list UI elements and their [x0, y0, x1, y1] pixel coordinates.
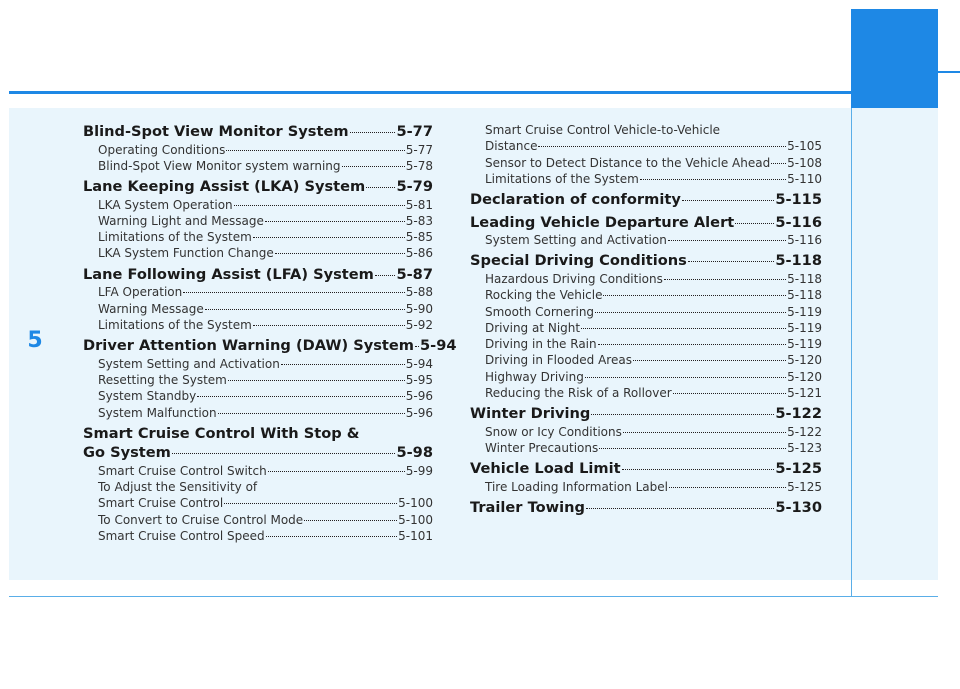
dot-leader [172, 453, 396, 454]
toc-entry-title: Declaration of conformity [470, 191, 681, 209]
toc-entry [470, 404, 822, 424]
toc-entry [470, 287, 822, 303]
toc-entry-title: Snow or Icy Conditions [485, 424, 622, 439]
dot-leader [598, 344, 787, 345]
dot-leader [224, 503, 397, 504]
toc-entry [470, 352, 822, 368]
toc-section[interactable] [83, 177, 433, 197]
dot-leader [595, 312, 786, 313]
toc-subsection[interactable] [470, 336, 822, 352]
toc-subsection[interactable] [83, 142, 433, 158]
toc-subsection[interactable] [470, 424, 822, 440]
toc-page-number: 5-119 [787, 320, 822, 335]
toc-page-number: 5-90 [405, 301, 433, 316]
toc-subsection[interactable] [83, 528, 433, 544]
dot-leader [633, 360, 786, 361]
toc-entry-title: LFA Operation [98, 285, 183, 300]
toc-subsection[interactable] [470, 232, 822, 248]
header-rule-right [938, 71, 960, 73]
toc-entry-title: Driver Attention Warning (DAW) System [83, 337, 415, 355]
toc-page-number: 5-87 [396, 265, 433, 283]
toc-entry-title: Warning Light and Message [98, 213, 264, 228]
toc-entry-title: System Standby [98, 389, 197, 404]
toc-page-number: 5-95 [405, 372, 433, 387]
toc-subsection[interactable] [470, 304, 822, 320]
dot-leader [226, 150, 404, 151]
toc-entry-title: Go System [83, 444, 171, 462]
dot-leader [375, 275, 396, 276]
footer-rule [9, 596, 938, 597]
toc-page-number: 5-116 [775, 213, 822, 231]
toc-entry [83, 229, 433, 245]
toc-entry-title-line: To Adjust the Sensitivity of [98, 480, 258, 495]
dot-leader [585, 377, 786, 378]
toc-entry-title: Special Driving Conditions [470, 252, 687, 270]
toc-entry-title: Highway Driving [485, 369, 584, 384]
toc-page-number: 5-120 [787, 353, 822, 368]
side-divider [851, 108, 852, 596]
header-rule [9, 91, 851, 94]
toc-page-number: 5-118 [787, 288, 822, 303]
toc-entry [83, 528, 433, 544]
toc-entry-title: Driving in Flooded Areas [485, 353, 632, 368]
toc-page-number: 5-115 [775, 191, 822, 209]
toc-entry-title: LKA System Operation [98, 197, 233, 212]
toc-entry-title: Vehicle Load Limit [470, 460, 621, 478]
toc-entry-title: Blind-Spot View Monitor System [83, 123, 349, 140]
toc-page-number: 5-100 [398, 496, 433, 511]
toc-entry-title: Lane Following Assist (LFA) System [83, 265, 374, 283]
toc-entry-title: Resetting the System [98, 372, 227, 387]
chapter-number: 5 [27, 328, 43, 353]
dot-leader [268, 471, 405, 472]
toc-subsection[interactable] [470, 352, 822, 368]
toc-entry [83, 213, 433, 229]
dot-leader [688, 261, 774, 262]
toc-entry [83, 177, 433, 197]
toc-section[interactable] [470, 190, 822, 210]
toc-page-number: 5-86 [405, 246, 433, 261]
toc-left-column [83, 122, 457, 544]
toc-page-number: 5-110 [787, 171, 822, 186]
dot-leader [253, 237, 405, 238]
toc-subsection[interactable] [83, 197, 433, 213]
toc-subsection[interactable] [470, 287, 822, 303]
toc-entry-title: Smart Cruise Control [98, 496, 224, 511]
dot-leader [183, 292, 405, 293]
toc-entry-title: System Setting and Activation [98, 356, 280, 371]
chapter-tab [851, 9, 938, 108]
toc-page-number: 5-92 [405, 317, 433, 332]
toc-section[interactable] [83, 265, 433, 285]
toc-page-number: 5-119 [787, 337, 822, 352]
toc-entry-title: Operating Conditions [98, 142, 226, 157]
toc-entry [83, 284, 433, 300]
toc-page-number: 5-121 [787, 386, 822, 401]
toc-entry [470, 336, 822, 352]
toc-entry [470, 271, 822, 287]
dot-leader [581, 328, 786, 329]
toc-page-number: 5-88 [405, 285, 433, 300]
toc-subsection[interactable] [470, 155, 822, 171]
toc-subsection[interactable] [83, 512, 433, 528]
toc-section[interactable] [470, 213, 822, 233]
toc-entry-title: Trailer Towing [470, 499, 585, 517]
toc-subsection[interactable] [83, 405, 433, 421]
toc-page-number: 5-125 [775, 460, 822, 478]
dot-leader [415, 346, 419, 347]
toc-entry-title: Hazardous Driving Conditions [485, 271, 663, 286]
toc-subsection[interactable] [83, 317, 433, 333]
toc-page-number: 5-101 [398, 529, 433, 544]
toc-subsection[interactable] [83, 158, 433, 174]
toc-section[interactable] [83, 122, 433, 142]
dot-leader [366, 187, 395, 188]
toc-page-number: 5-77 [405, 142, 433, 157]
toc-entry-title: Limitations of the System [485, 171, 639, 186]
dot-leader [586, 508, 774, 509]
toc-page-number: 5-94 [420, 337, 457, 355]
toc-entry [83, 388, 433, 404]
dot-leader [640, 179, 786, 180]
toc-entry [470, 498, 822, 518]
toc-subsection[interactable] [470, 440, 822, 456]
toc-entry [470, 369, 822, 385]
toc-entry-title: Smooth Cornering [485, 304, 595, 319]
toc-entry-title: Rocking the Vehicle [485, 288, 603, 303]
toc-entry [83, 317, 433, 333]
toc-page-number: 5-98 [396, 444, 433, 462]
toc-page-number: 5-96 [405, 389, 433, 404]
dot-leader [228, 380, 405, 381]
toc-page-number: 5-105 [787, 139, 822, 154]
toc-entry-title: Driving in the Rain [485, 337, 597, 352]
dot-leader [265, 221, 405, 222]
toc-entry [83, 122, 433, 142]
toc-page-number: 5-79 [396, 178, 433, 196]
toc-entry [83, 197, 433, 213]
dot-leader [673, 393, 786, 394]
toc-page-number: 5-122 [775, 405, 822, 423]
dot-leader [266, 536, 398, 537]
toc-page-number: 5-118 [775, 252, 822, 270]
toc-entry [470, 459, 822, 479]
toc-page-number: 5-85 [405, 230, 433, 245]
dot-leader [622, 469, 775, 470]
toc-subsection[interactable] [83, 372, 433, 388]
toc-entry [83, 301, 433, 317]
toc-entry [470, 304, 822, 320]
toc-entry [83, 443, 433, 463]
toc-entry-title: Reducing the Risk of a Rollover [485, 386, 672, 401]
toc-entry [470, 171, 822, 187]
toc-subsection[interactable] [83, 356, 433, 372]
toc-page-number: 5-77 [396, 123, 433, 140]
toc-subsection[interactable] [83, 388, 433, 404]
toc-entry [83, 356, 433, 372]
toc-entry [83, 372, 433, 388]
dot-leader [669, 487, 786, 488]
dot-leader [218, 413, 405, 414]
dot-leader [342, 166, 405, 167]
toc-entry-title: Lane Keeping Assist (LKA) System [83, 178, 366, 196]
dot-leader [771, 163, 786, 164]
toc-entry [470, 190, 822, 210]
toc-subsection[interactable] [470, 385, 822, 401]
toc-page-number: 5-130 [775, 499, 822, 517]
toc-entry-title: Leading Vehicle Departure Alert [470, 213, 735, 231]
toc-entry-title: Blind-Spot View Monitor system warning [98, 158, 341, 173]
toc-entry-title: Driving at Night [485, 320, 581, 335]
dot-leader [682, 200, 774, 201]
dot-leader [538, 146, 786, 147]
toc-entry-title: Smart Cruise Control Switch [98, 463, 267, 478]
toc-entry-title: Tire Loading Information Label [485, 479, 668, 494]
toc-entry [83, 245, 433, 261]
toc-page-number: 5-96 [405, 405, 433, 420]
toc-entry-title: Winter Driving [470, 405, 591, 423]
dot-leader [599, 448, 786, 449]
toc-entry [83, 142, 433, 158]
toc-page-number: 5-78 [405, 158, 433, 173]
toc-entry [470, 424, 822, 440]
dot-leader [664, 279, 786, 280]
toc-entry [83, 463, 433, 479]
toc-entry [470, 385, 822, 401]
toc-entry-title: To Convert to Cruise Control Mode [98, 512, 304, 527]
toc-entry [470, 251, 822, 271]
toc-entry-title: Limitations of the System [98, 317, 252, 332]
toc-page-number: 5-119 [787, 304, 822, 319]
toc-entry-title: LKA System Function Change [98, 246, 274, 261]
toc-right-column [470, 122, 822, 518]
dot-leader [668, 240, 786, 241]
dot-leader [591, 414, 774, 415]
toc-entry-title: Winter Precautions [485, 441, 599, 456]
dot-leader [197, 396, 405, 397]
toc-subsection[interactable] [83, 213, 433, 229]
toc-section[interactable] [83, 424, 433, 463]
toc-subsection[interactable] [470, 171, 822, 187]
toc-subsection[interactable] [83, 479, 433, 512]
toc-entry-title: Smart Cruise Control Speed [98, 529, 265, 544]
toc-entry-title-line: Smart Cruise Control Vehicle-to-Vehicle [485, 123, 721, 137]
dot-leader [281, 364, 405, 365]
toc-subsection[interactable] [470, 122, 822, 155]
dot-leader [253, 325, 405, 326]
dot-leader [623, 432, 786, 433]
toc-entry [83, 336, 457, 356]
toc-subsection[interactable] [83, 284, 433, 300]
toc-page-number: 5-81 [405, 197, 433, 212]
toc-page-number: 5-108 [787, 155, 822, 170]
toc-entry-title: System Setting and Activation [485, 233, 667, 248]
toc-entry [83, 158, 433, 174]
toc-subsection[interactable] [470, 369, 822, 385]
toc-entry [470, 155, 822, 171]
dot-leader [205, 309, 405, 310]
toc-entry [83, 495, 433, 511]
toc-page-number: 5-120 [787, 369, 822, 384]
toc-subsection[interactable] [83, 463, 433, 479]
toc-page-number: 5-122 [787, 424, 822, 439]
dot-leader [350, 132, 396, 133]
toc-entry [470, 213, 822, 233]
dot-leader [735, 223, 774, 224]
toc-entry [470, 320, 822, 336]
toc-entry-title: System Malfunction [98, 405, 217, 420]
toc-entry-title: Distance [485, 139, 538, 154]
toc-section[interactable] [470, 251, 822, 271]
toc-entry [83, 512, 433, 528]
toc-entry-title: Limitations of the System [98, 230, 252, 245]
dot-leader [275, 253, 405, 254]
toc-page-number: 5-83 [405, 213, 433, 228]
toc-section[interactable] [470, 498, 822, 518]
toc-page-number: 5-100 [398, 512, 433, 527]
toc-page-number: 5-123 [787, 441, 822, 456]
toc-page-number: 5-99 [405, 463, 433, 478]
toc-subsection[interactable] [470, 320, 822, 336]
toc-subsection[interactable] [83, 245, 433, 261]
dot-leader [234, 205, 405, 206]
toc-section[interactable] [470, 459, 822, 479]
toc-entry-title-line: Smart Cruise Control With Stop & [83, 424, 360, 442]
toc-entry [83, 265, 433, 285]
toc-entry [470, 440, 822, 456]
toc-entry [470, 232, 822, 248]
toc-section[interactable] [83, 336, 457, 356]
toc-page-number: 5-94 [405, 356, 433, 371]
toc-page-number: 5-116 [787, 233, 822, 248]
toc-page-number: 5-118 [787, 271, 822, 286]
toc-subsection[interactable] [470, 271, 822, 287]
toc-subsection[interactable] [83, 301, 433, 317]
toc-subsection[interactable] [470, 479, 822, 495]
toc-entry-title: Sensor to Detect Distance to the Vehicle Ahead [485, 155, 771, 170]
toc-subsection[interactable] [83, 229, 433, 245]
toc-section[interactable] [470, 404, 822, 424]
toc-entry-title: Warning Message [98, 301, 204, 316]
toc-entry [470, 479, 822, 495]
dot-leader [603, 295, 786, 296]
toc-entry [83, 405, 433, 421]
dot-leader [304, 520, 397, 521]
toc-entry [470, 138, 822, 154]
toc-page-number: 5-125 [787, 479, 822, 494]
